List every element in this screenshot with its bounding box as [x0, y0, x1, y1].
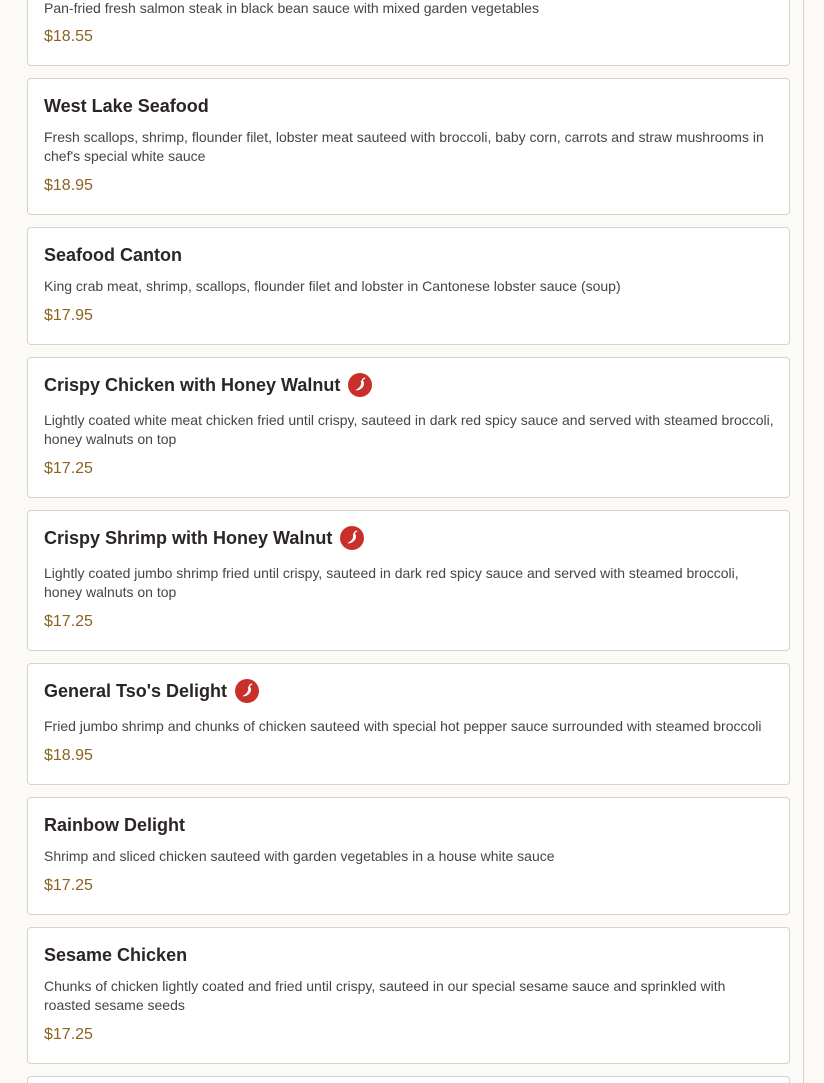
- page-edge-divider: [803, 0, 804, 1083]
- menu-item-description: Shrimp and sliced chicken sauteed with garden vegetables in a house white sauce: [44, 848, 555, 864]
- menu-item-card[interactable]: [27, 227, 790, 345]
- menu-item-price: $17.25: [44, 877, 93, 894]
- chili-pepper-icon: [340, 526, 364, 550]
- menu-item-title-row: [44, 942, 187, 968]
- menu-item-description: Lightly coated white meat chicken fried until crispy, sauteed in dark red spicy sauce and served with steamed broccoli, honey walnuts on top: [44, 412, 774, 447]
- menu-item-card[interactable]: [27, 78, 790, 215]
- menu-item-title-row: [44, 242, 182, 268]
- chili-pepper-icon: [235, 679, 259, 703]
- menu-item-name: Sesame Chicken: [44, 945, 188, 965]
- menu-item-description: Fresh scallops, shrimp, flounder filet, lobster meat sauteed with broccoli, baby corn, carrots and straw mushrooms in chef's special white sauce: [44, 129, 764, 164]
- menu-item-price: $18.55: [44, 28, 93, 45]
- menu-item-card[interactable]: [27, 927, 790, 1064]
- menu-item-price: $17.25: [44, 460, 93, 477]
- menu-item-name: Rainbow Delight: [44, 815, 185, 835]
- menu-item-name: Crispy Chicken with Honey Walnut: [44, 375, 341, 395]
- menu-item-description: Pan-fried fresh salmon steak in black bean sauce with mixed garden vegetables: [44, 0, 539, 16]
- menu-item-name: Seafood Canton: [44, 245, 182, 265]
- menu-item-card[interactable]: [27, 510, 790, 651]
- menu-item-card[interactable]: [27, 663, 790, 785]
- menu-item-card[interactable]: [27, 357, 790, 498]
- menu-item-title-row: [44, 372, 372, 398]
- menu-item-card[interactable]: [27, 797, 790, 915]
- menu-item-name: Crispy Shrimp with Honey Walnut: [44, 528, 333, 548]
- menu-item-title-row: [44, 525, 364, 551]
- menu-item-price: $17.25: [44, 613, 93, 630]
- menu-item-card[interactable]: [27, 1076, 790, 1083]
- menu-item-name: General Tso's Delight: [44, 681, 227, 701]
- menu-item-title-row: [44, 812, 185, 838]
- menu-item-title-row: [44, 678, 259, 704]
- menu-item-name: West Lake Seafood: [44, 96, 209, 116]
- menu-item-description: Chunks of chicken lightly coated and fried until crispy, sauteed in our special sesame sauce and sprinkled with roasted sesame seeds: [44, 978, 726, 1013]
- menu-item-price: $17.25: [44, 1026, 93, 1043]
- menu-item-card[interactable]: [27, 0, 790, 66]
- menu-item-description: Fried jumbo shrimp and chunks of chicken sauteed with special hot pepper sauce surrounded with steamed broccoli: [44, 718, 762, 734]
- chili-pepper-icon: [348, 373, 372, 397]
- menu-item-description: King crab meat, shrimp, scallops, flounder filet and lobster in Cantonese lobster sauce (soup): [44, 278, 621, 294]
- menu-item-price: $17.95: [44, 307, 93, 324]
- menu-item-price: $18.95: [44, 177, 93, 194]
- menu-item-title-row: [44, 93, 209, 119]
- menu-item-description: Lightly coated jumbo shrimp fried until crispy, sauteed in dark red spicy sauce and served with steamed broccoli, honey walnuts on top: [44, 565, 739, 600]
- menu-item-price: $18.95: [44, 747, 93, 764]
